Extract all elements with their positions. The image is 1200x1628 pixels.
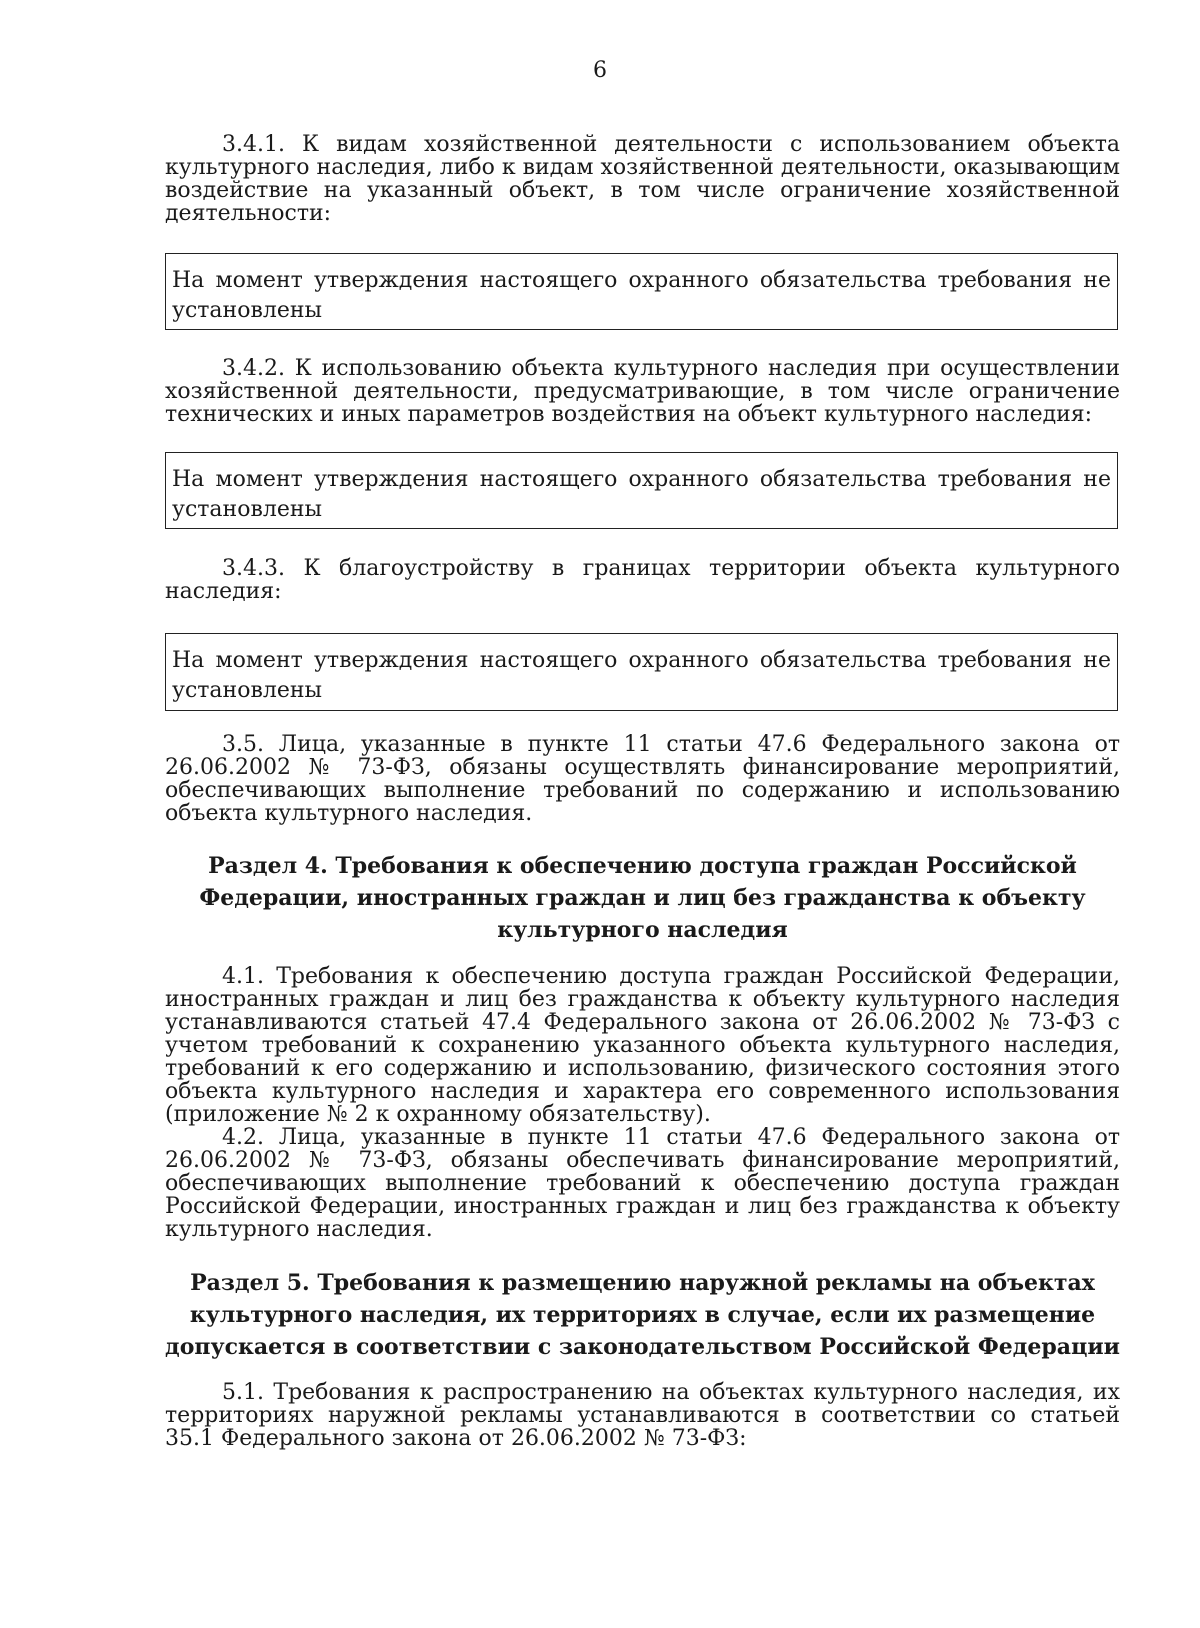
page-number: 6 — [593, 58, 607, 83]
paragraph-4-1: 4.1. Требования к обеспечению доступа граждан Российской Федерации, иностранных граждан и лиц без гражданства к объекту культурного наследия устанавливаются статьей 47.4 Федерального закона от 26.06.2002 № 73-ФЗ с учетом требований к сохранению указанного объекта культурного наследия, требований к его содержанию и использованию, физического состояния этого объекта культурного наследия и характера его современного использования (приложение № 2 к охранному обязательству). — [165, 964, 1120, 1127]
paragraph-5-1: 5.1. Требования к распространению на объектах культурного наследия, их территориях наружной рекламы устанавливаются в соответствии со статьей 35.1 Федерального закона от 26.06.2002 № 73-ФЗ: — [165, 1380, 1120, 1451]
requirements-box-2: На момент утверждения настоящего охранного обязательства требования не установлены — [165, 452, 1118, 529]
paragraph-3-4-1: 3.4.1. К видам хозяйственной деятельности с использованием объекта культурного наследия, либо к видам хозяйственной деятельности, оказывающим воздействие на указанный объект, в том числе ограничение хозяйственной деятельности: — [165, 132, 1120, 226]
requirements-box-1: На момент утверждения настоящего охранного обязательства требования не установлены — [165, 253, 1118, 330]
requirements-box-3: На момент утверждения настоящего охранного обязательства требования не установлены — [165, 633, 1118, 711]
paragraph-4-2: 4.2. Лица, указанные в пункте 11 статьи 47.6 Федерального закона от 26.06.2002 № 73-ФЗ, обязаны обеспечивать финансирование мероприятий, обеспечивающих выполнение требований к обеспечению доступа граждан Российской Федерации, иностранных граждан и лиц без гражданства к объекту культурного наследия. — [165, 1125, 1120, 1242]
section-5-heading: Раздел 5. Требования к размещению наружной рекламы на объектах культурного наследия, их территориях в случае, если их размещение допускается в соответствии с законодательством Российской Федерации — [165, 1270, 1120, 1360]
paragraph-3-4-2: 3.4.2. К использованию объекта культурного наследия при осуществлении хозяйственной деятельности, предусматривающие, в том числе ограничение технических и иных параметров воздействия на объект культурного наследия: — [165, 356, 1120, 427]
section-4-heading: Раздел 4. Требования к обеспечению доступа граждан Российской Федерации, иностранных граждан и лиц без гражданства к объекту культурного наследия — [199, 853, 1086, 943]
paragraph-3-5: 3.5. Лица, указанные в пункте 11 статьи 47.6 Федерального закона от 26.06.2002 № 73-ФЗ, обязаны осуществлять финансирование мероприятий, обеспечивающих выполнение требований по содержанию и использованию объекта культурного наследия. — [165, 732, 1120, 826]
paragraph-3-4-3: 3.4.3. К благоустройству в границах территории объекта культурного наследия: — [165, 556, 1120, 604]
